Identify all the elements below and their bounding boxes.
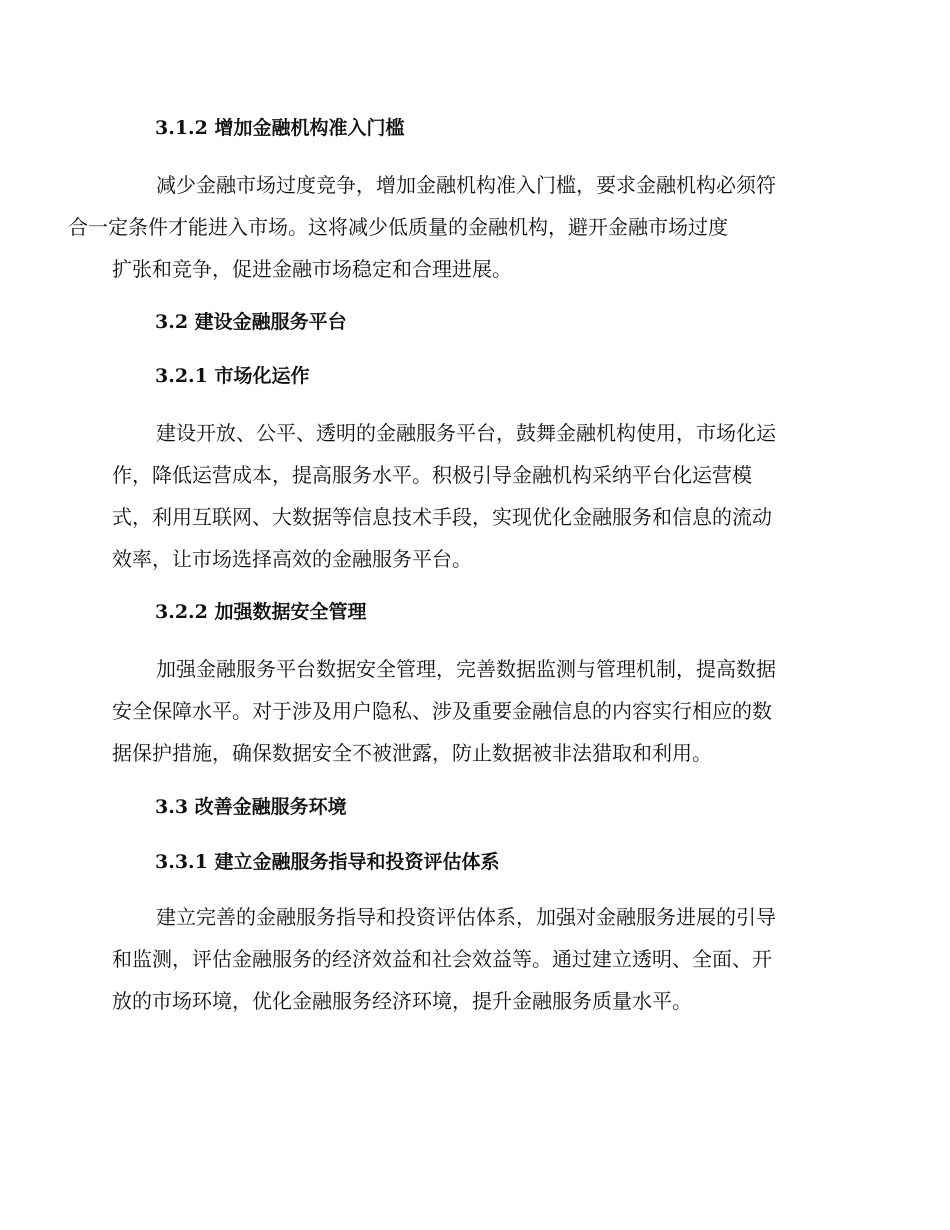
paragraph-line: 效率，让市场选择高效的金融服务平台。 [112,547,472,571]
heading-3-1-2: 3.1.2 增加金融机构准入门槛 [155,117,405,139]
heading-3-2: 3.2 建设金融服务平台 [155,311,347,333]
paragraph-line: 减少金融市场过度竞争，增加金融机构准入门槛，要求金融机构必须符 [156,173,776,197]
heading-3-2-2: 3.2.2 加强数据安全管理 [155,601,367,623]
paragraph-line: 式，利用互联网、大数据等信息技术手段，实现优化金融服务和信息的流动 [112,505,772,529]
paragraph-line: 作，降低运营成本，提高服务水平。积极引导金融机构采纳平台化运营模 [112,463,752,487]
paragraph-3-2-1 [112,412,837,580]
heading-3-3-1: 3.3.1 建立金融服务指导和投资评估体系 [155,851,500,873]
paragraph-3-1-2 [68,164,837,290]
paragraph-line: 放的市场环境，优化金融服务经济环境，提升金融服务质量水平。 [112,989,692,1013]
paragraph-line: 扩张和竞争，促进金融市场稳定和合理进展。 [112,257,512,281]
paragraph-line: 建立完善的金融服务指导和投资评估体系，加强对金融服务进展的引导 [156,905,776,929]
heading-3-2-1: 3.2.1 市场化运作 [155,365,310,387]
paragraph-line: 据保护措施，确保数据安全不被泄露，防止数据被非法猎取和利用。 [112,741,712,765]
paragraph-3-3-1 [112,896,837,1022]
paragraph-line: 加强金融服务平台数据安全管理，完善数据监测与管理机制，提高数据 [156,657,776,681]
paragraph-line: 合一定条件才能进入市场。这将减少低质量的金融机构，避开金融市场过度 [68,215,728,239]
paragraph-line: 和监测，评估金融服务的经济效益和社会效益等。通过建立透明、全面、开 [112,947,772,971]
paragraph-line: 安全保障水平。对于涉及用户隐私、涉及重要金融信息的内容实行相应的数 [112,699,772,723]
paragraph-3-2-2 [112,648,837,774]
paragraph-line: 建设开放、公平、透明的金融服务平台，鼓舞金融机构使用，市场化运 [156,421,776,445]
heading-3-3: 3.3 改善金融服务环境 [155,796,347,818]
